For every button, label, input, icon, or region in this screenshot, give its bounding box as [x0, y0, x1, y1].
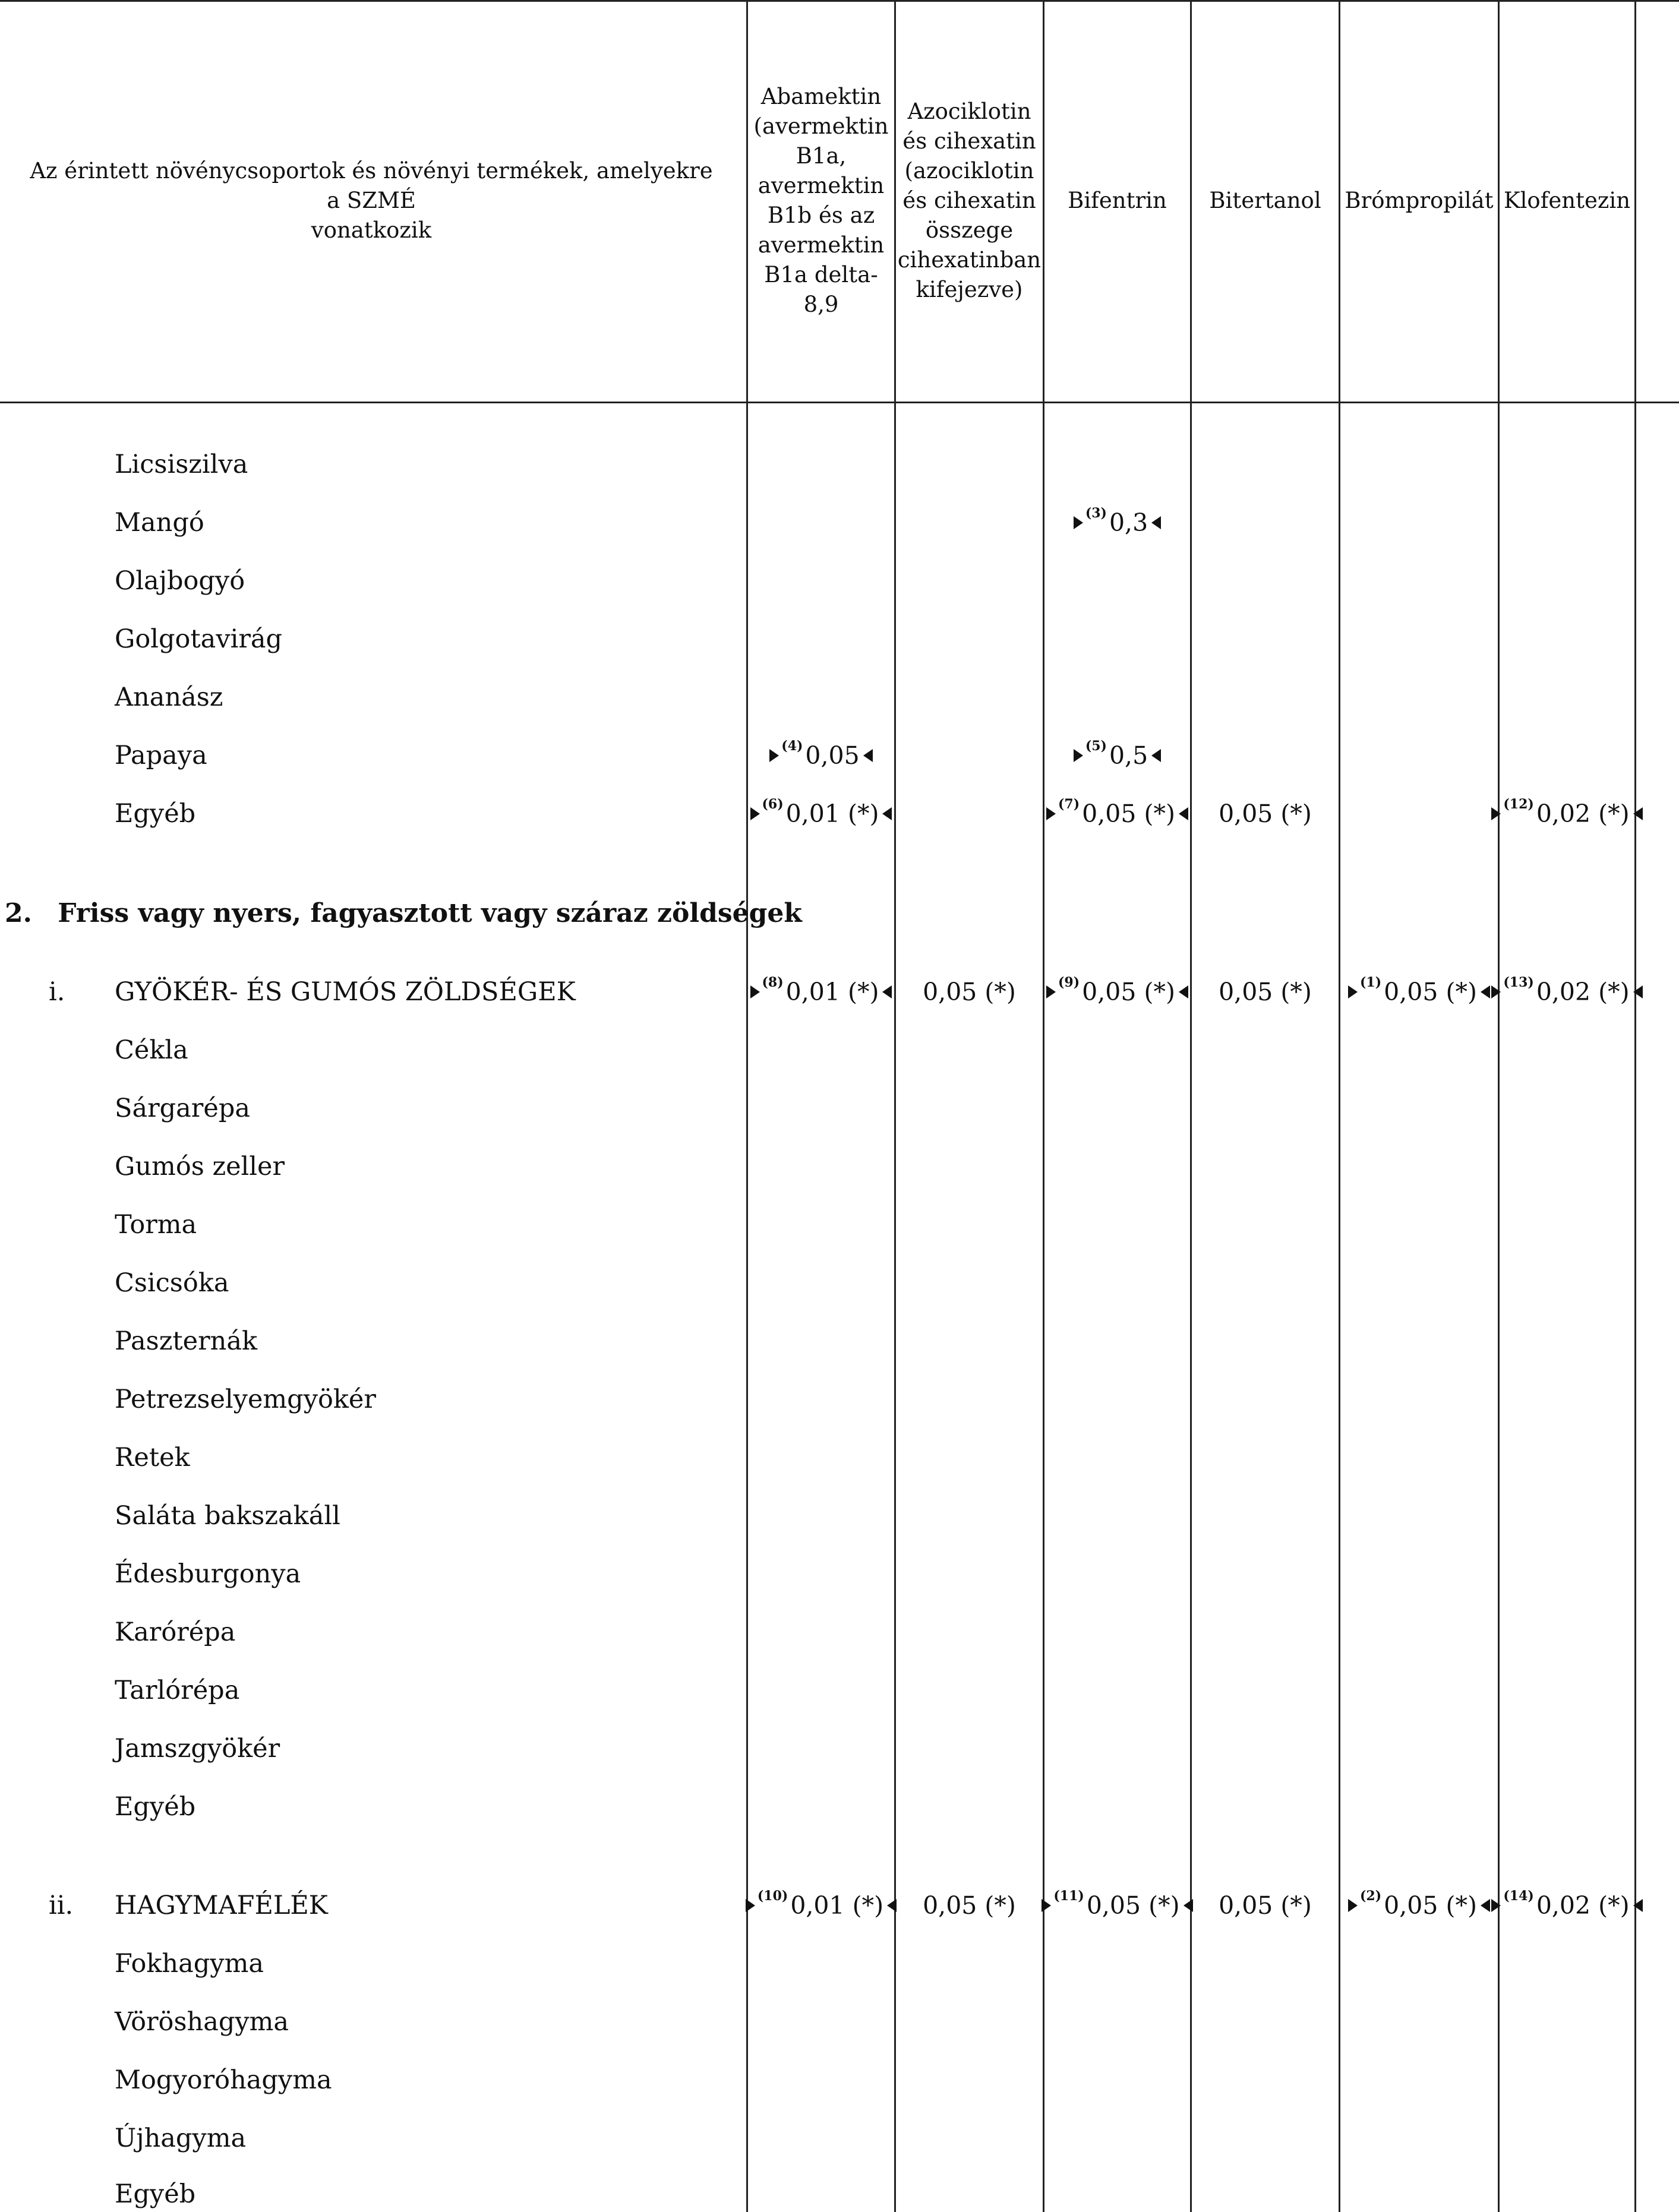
header-bottom-border — [0, 402, 1679, 403]
value-text: 0,05 (*) — [1082, 800, 1175, 828]
amendment-end-marker — [882, 985, 892, 998]
value-text: 0,05 (*) — [1219, 800, 1312, 828]
value-text: 0,05 (*) — [1086, 1891, 1180, 1920]
amendment-end-marker — [1481, 1899, 1490, 1912]
value-cell — [1192, 1888, 1339, 1923]
value-text: 0,05 — [805, 741, 860, 770]
header-line: (azociklotin — [904, 158, 1034, 184]
value-text: 0,05 (*) — [1384, 1891, 1477, 1920]
value-text: 0,01 (*) — [785, 800, 879, 828]
product-row-label: Egyéb — [115, 1792, 196, 1822]
value-cell — [1044, 796, 1190, 832]
value-text: 0,02 (*) — [1536, 800, 1630, 828]
footnote-ref: (5) — [1085, 738, 1107, 754]
value-cell — [748, 974, 894, 1010]
footnote-ref: (1) — [1360, 975, 1382, 990]
product-row-label: Saláta bakszakáll — [115, 1501, 340, 1531]
header-line: (avermektin — [753, 113, 889, 139]
amendment-start-marker — [750, 807, 760, 820]
header-line: B1a, — [796, 143, 847, 169]
value-cell — [748, 1888, 894, 1923]
product-row-label: Ananász — [115, 682, 223, 712]
product-row-label: Sárgarépa — [115, 1094, 250, 1123]
footnote-ref: (12) — [1503, 797, 1534, 812]
group-title: GYÖKÉR- ÉS GUMÓS ZÖLDSÉGEK — [115, 977, 576, 1007]
value-cell — [1192, 796, 1339, 832]
value-text: 0,01 (*) — [785, 978, 879, 1006]
value-text: 0,02 (*) — [1536, 1891, 1630, 1920]
header-bitertanol — [1192, 0, 1339, 402]
value-text: 0,05 (*) — [1384, 978, 1477, 1006]
amendment-start-marker — [1074, 749, 1083, 762]
amendment-end-marker — [1151, 749, 1161, 762]
value-cell — [1044, 505, 1190, 541]
product-row-label: Paszternák — [115, 1326, 258, 1356]
product-row-label: Tarlórépa — [115, 1676, 240, 1705]
product-row-label: Fokhagyma — [115, 1949, 264, 1979]
header-line: Azociklotin — [907, 99, 1031, 124]
footnote-ref: (11) — [1053, 1888, 1084, 1904]
footnote-ref: (10) — [757, 1888, 788, 1904]
amendment-start-marker — [1046, 985, 1056, 998]
value-cell — [1500, 1888, 1634, 1923]
amendment-end-marker — [1633, 985, 1643, 998]
product-row-label: Egyéb — [115, 2179, 196, 2209]
product-row-label: Mogyoróhagyma — [115, 2065, 332, 2095]
amendment-end-marker — [1481, 985, 1490, 998]
value-text: 0,05 (*) — [923, 1891, 1016, 1920]
product-row-label: Petrezselyemgyökér — [115, 1385, 376, 1414]
footnote-ref: (9) — [1058, 975, 1080, 990]
value-cell — [748, 796, 894, 832]
amendment-end-marker — [1151, 516, 1161, 529]
product-row-label: Édesburgonya — [115, 1559, 301, 1589]
amendment-start-marker — [769, 749, 779, 762]
value-cell — [1340, 974, 1498, 1010]
value-text: 0,5 — [1109, 741, 1148, 770]
value-text: 0,05 (*) — [1219, 1891, 1312, 1920]
amendment-end-marker — [887, 1899, 897, 1912]
amendment-start-marker — [1348, 985, 1358, 998]
product-row-label: Papaya — [115, 741, 207, 770]
header-products-line: Az érintett növénycsoportok és növényi termékek, amelyekre a SZMÉ — [30, 158, 713, 213]
header-abamektin — [748, 0, 894, 402]
product-row-label: Olajbogyó — [115, 566, 245, 596]
footnote-ref: (8) — [762, 975, 784, 990]
amendment-start-marker — [1491, 1899, 1501, 1912]
product-row-label: Torma — [115, 1210, 197, 1240]
header-klofentezin — [1500, 0, 1634, 402]
group-number: i. — [49, 977, 65, 1007]
amendment-end-marker — [1179, 985, 1188, 998]
amendment-start-marker — [1491, 985, 1501, 998]
amendment-start-marker — [750, 985, 760, 998]
header-line: és cihexatin — [902, 188, 1036, 213]
value-cell — [1340, 1888, 1498, 1923]
product-row-label: Mangó — [115, 508, 204, 538]
value-text: 0,05 (*) — [923, 978, 1016, 1006]
amendment-start-marker — [1491, 807, 1501, 820]
product-row-label: Egyéb — [115, 799, 196, 829]
footnote-ref: (13) — [1503, 975, 1534, 990]
product-row-label: Golgotavirág — [115, 624, 283, 654]
product-row-label: Licsiszilva — [115, 450, 248, 479]
amendment-end-marker — [1179, 807, 1188, 820]
product-row-label: Karórépa — [115, 1617, 236, 1647]
group-number: ii. — [49, 1891, 74, 1920]
header-line: kifejezve) — [916, 277, 1023, 302]
section-title: Friss vagy nyers, fagyasztott vagy száraz zöldségek — [58, 898, 802, 928]
product-row-label: Vöröshagyma — [115, 2007, 289, 2037]
section-heading — [5, 896, 802, 931]
header-line: és cihexatin — [902, 128, 1036, 154]
amendment-end-marker — [882, 807, 892, 820]
amendment-start-marker — [746, 1899, 755, 1912]
value-cell — [1500, 796, 1634, 832]
header-line: B1b és az — [767, 203, 875, 228]
header-products-line: vonatkozik — [311, 217, 432, 243]
footnote-ref: (7) — [1058, 797, 1080, 812]
product-row-label: Csicsóka — [115, 1268, 229, 1298]
header-line: avermektin — [758, 232, 885, 258]
value-cell — [1044, 974, 1190, 1010]
value-text: 0,02 (*) — [1536, 978, 1630, 1006]
column-divider — [1634, 0, 1636, 2212]
value-text: 0,05 (*) — [1082, 978, 1175, 1006]
group-title: HAGYMAFÉLÉK — [115, 1891, 328, 1920]
value-cell — [1500, 974, 1634, 1010]
value-text: 0,01 (*) — [790, 1891, 884, 1920]
value-text: 0,05 (*) — [1219, 978, 1312, 1006]
amendment-end-marker — [863, 749, 873, 762]
header-line: avermektin — [758, 173, 885, 198]
header-line: Abamektin — [760, 84, 882, 109]
amendment-end-marker — [1633, 1899, 1643, 1912]
value-cell — [896, 974, 1043, 1010]
footnote-ref: (6) — [762, 797, 784, 812]
value-cell — [896, 1888, 1043, 1923]
amendment-end-marker — [1633, 807, 1643, 820]
amendment-start-marker — [1046, 807, 1056, 820]
footnote-ref: (4) — [781, 738, 803, 754]
header-line: cihexatinban — [897, 247, 1042, 273]
header-azociklotin — [896, 0, 1043, 402]
value-cell — [748, 738, 894, 773]
footnote-ref: (2) — [1360, 1888, 1382, 1904]
header-products — [24, 0, 719, 402]
header-line: B1a delta-8,9 — [764, 262, 878, 317]
header-label: Brómpropilát — [1345, 188, 1494, 213]
header-bifentrin — [1044, 0, 1190, 402]
header-brompropilat — [1340, 0, 1498, 402]
footnote-ref: (14) — [1503, 1888, 1534, 1904]
amendment-start-marker — [1348, 1899, 1358, 1912]
amendment-start-marker — [1074, 516, 1083, 529]
value-cell — [1192, 974, 1339, 1010]
header-label: Klofentezin — [1503, 188, 1631, 213]
value-text: 0,3 — [1109, 508, 1148, 537]
footnote-ref: (3) — [1085, 505, 1107, 521]
amendment-start-marker — [1042, 1899, 1051, 1912]
product-row-label: Jamszgyökér — [115, 1734, 280, 1764]
product-row-label: Cékla — [115, 1035, 188, 1065]
product-row-label: Retek — [115, 1443, 190, 1472]
product-row-label: Gumós zeller — [115, 1152, 285, 1181]
header-label: Bitertanol — [1209, 188, 1321, 213]
value-cell — [1044, 738, 1190, 773]
section-number: 2. — [5, 898, 32, 928]
value-cell — [1044, 1888, 1190, 1923]
header-line: összege — [925, 217, 1014, 243]
product-row-label: Újhagyma — [115, 2123, 247, 2153]
header-label: Bifentrin — [1068, 188, 1167, 213]
